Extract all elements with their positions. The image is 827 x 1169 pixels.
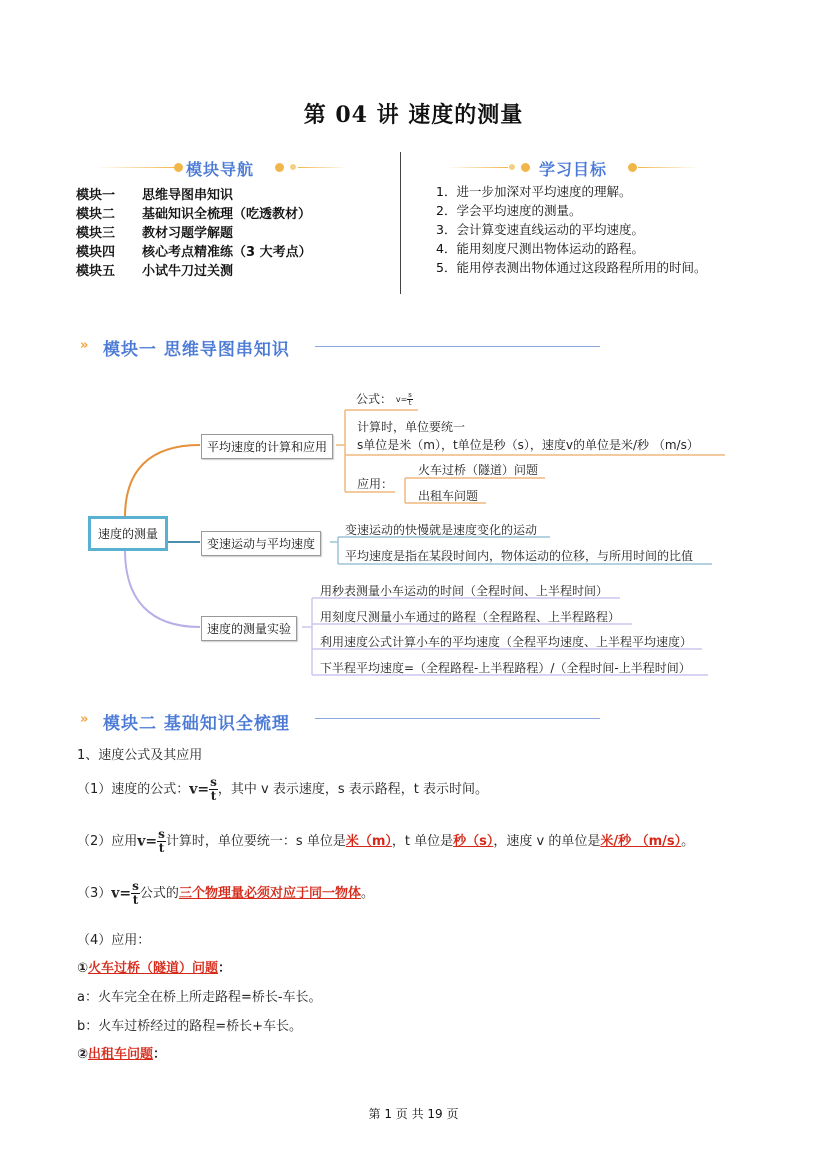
goal-item: 4．能用刻度尺测出物体运动的路程。 [436, 241, 644, 256]
module1-heading: 模块一 思维导图串知识 [103, 340, 290, 360]
mindmap-branch-variable-motion: 变速运动与平均速度 [201, 531, 321, 556]
module2-heading: 模块二 基础知识全梳理 [103, 714, 290, 734]
mindmap-branch-experiment: 速度的测量实验 [201, 616, 297, 641]
paragraph-units: （2）应用v= $\frac{s}{t}$ 计算时，单位要统一：s 单位是米（m），t 单位是秒（s），速度 v 的单位是米/秒 （m/s）。 [77, 827, 695, 855]
mindmap-leaf: 火车过桥（隧道）问题 [418, 463, 539, 477]
page-title: 第 04 讲 速度的测量 [303, 102, 524, 128]
paragraph-same-object: （3）v= $\frac{s}{t}$ 公式的三个物理量必须对应于同一物体。 [77, 879, 374, 907]
banner-line [315, 718, 600, 719]
goal-item: 2．学会平均速度的测量。 [436, 203, 582, 218]
mindmap-leaf: 计算时，单位要统一 [357, 420, 466, 434]
mindmap-branch-average-speed: 平均速度的计算和应用 [201, 434, 333, 459]
paragraph-application: （4）应用： [77, 933, 151, 948]
subheading-taxi: ②出租车问题： [77, 1047, 167, 1062]
mindmap-leaf: 下半程平均速度=（全程路程-上半程路程）/（全程时间-上半程时间） [320, 661, 691, 675]
paragraph-train-b: b：火车过桥经过的路程=桥长+车长。 [77, 1019, 303, 1034]
nav-item[interactable]: 模块三 教材习题学解题 [76, 226, 234, 241]
section-heading: 1、速度公式及其应用 [77, 748, 203, 763]
nav-item[interactable]: 模块一 思维导图串知识 [76, 188, 234, 203]
goal-item: 5．能用停表测出物体通过这段路程所用的时间。 [436, 260, 707, 275]
mindmap-leaf: 用刻度尺测量小车通过的路程（全程路程、上半程路程） [320, 610, 621, 624]
goals-heading: 学习目标 [539, 160, 608, 179]
nav-item[interactable]: 模块四 核心考点精准练（3 大考点） [76, 245, 312, 260]
nav-item[interactable]: 模块五 小试牛刀过关测 [76, 264, 234, 279]
mindmap-root: 速度的测量 [88, 516, 168, 551]
mindmap-leaf: 出租车问题 [418, 489, 479, 503]
goal-item: 1．进一步加深对平均速度的理解。 [436, 184, 632, 199]
page-footer: 第 1 页 共 19 页 [368, 1107, 459, 1121]
mindmap-leaf: 应用： [357, 477, 394, 491]
nav-heading: 模块导航 [186, 160, 255, 179]
paragraph-train-a: a：火车完全在桥上所走路程=桥长-车长。 [77, 990, 322, 1005]
subheading-train: ①火车过桥（隧道）问题： [77, 961, 232, 976]
goal-item: 3．会计算变速直线运动的平均速度。 [436, 222, 644, 237]
mindmap-leaf: s单位是米（m），t单位是秒（s），速度v的单位是米/秒 （m/s） [357, 438, 699, 452]
paragraph-formula: （1）速度的公式：v= $\frac{s}{t}$ ，其中 v 表示速度，s 表示路程，t 表示时间。 [77, 775, 489, 803]
mindmap-leaf: 变速运动的快慢就是速度变化的运动 [345, 523, 538, 537]
mindmap-leaf: 平均速度是指在某段时间内，物体运动的位移，与所用时间的比值 [345, 549, 694, 563]
chevron-double-icon: » [80, 712, 89, 727]
mindmap-leaf: 用秒表测量小车运动的时间（全程时间、上半程时间） [320, 584, 609, 598]
nav-item[interactable]: 模块二 基础知识全梳理（吃透教材） [76, 207, 312, 222]
mindmap-formula: 公式： v= $\frac{s}{t}$ [356, 391, 412, 407]
mindmap-leaf: 利用速度公式计算小车的平均速度（全程平均速度、上半程平均速度） [320, 635, 693, 649]
chevron-double-icon: » [80, 338, 89, 353]
